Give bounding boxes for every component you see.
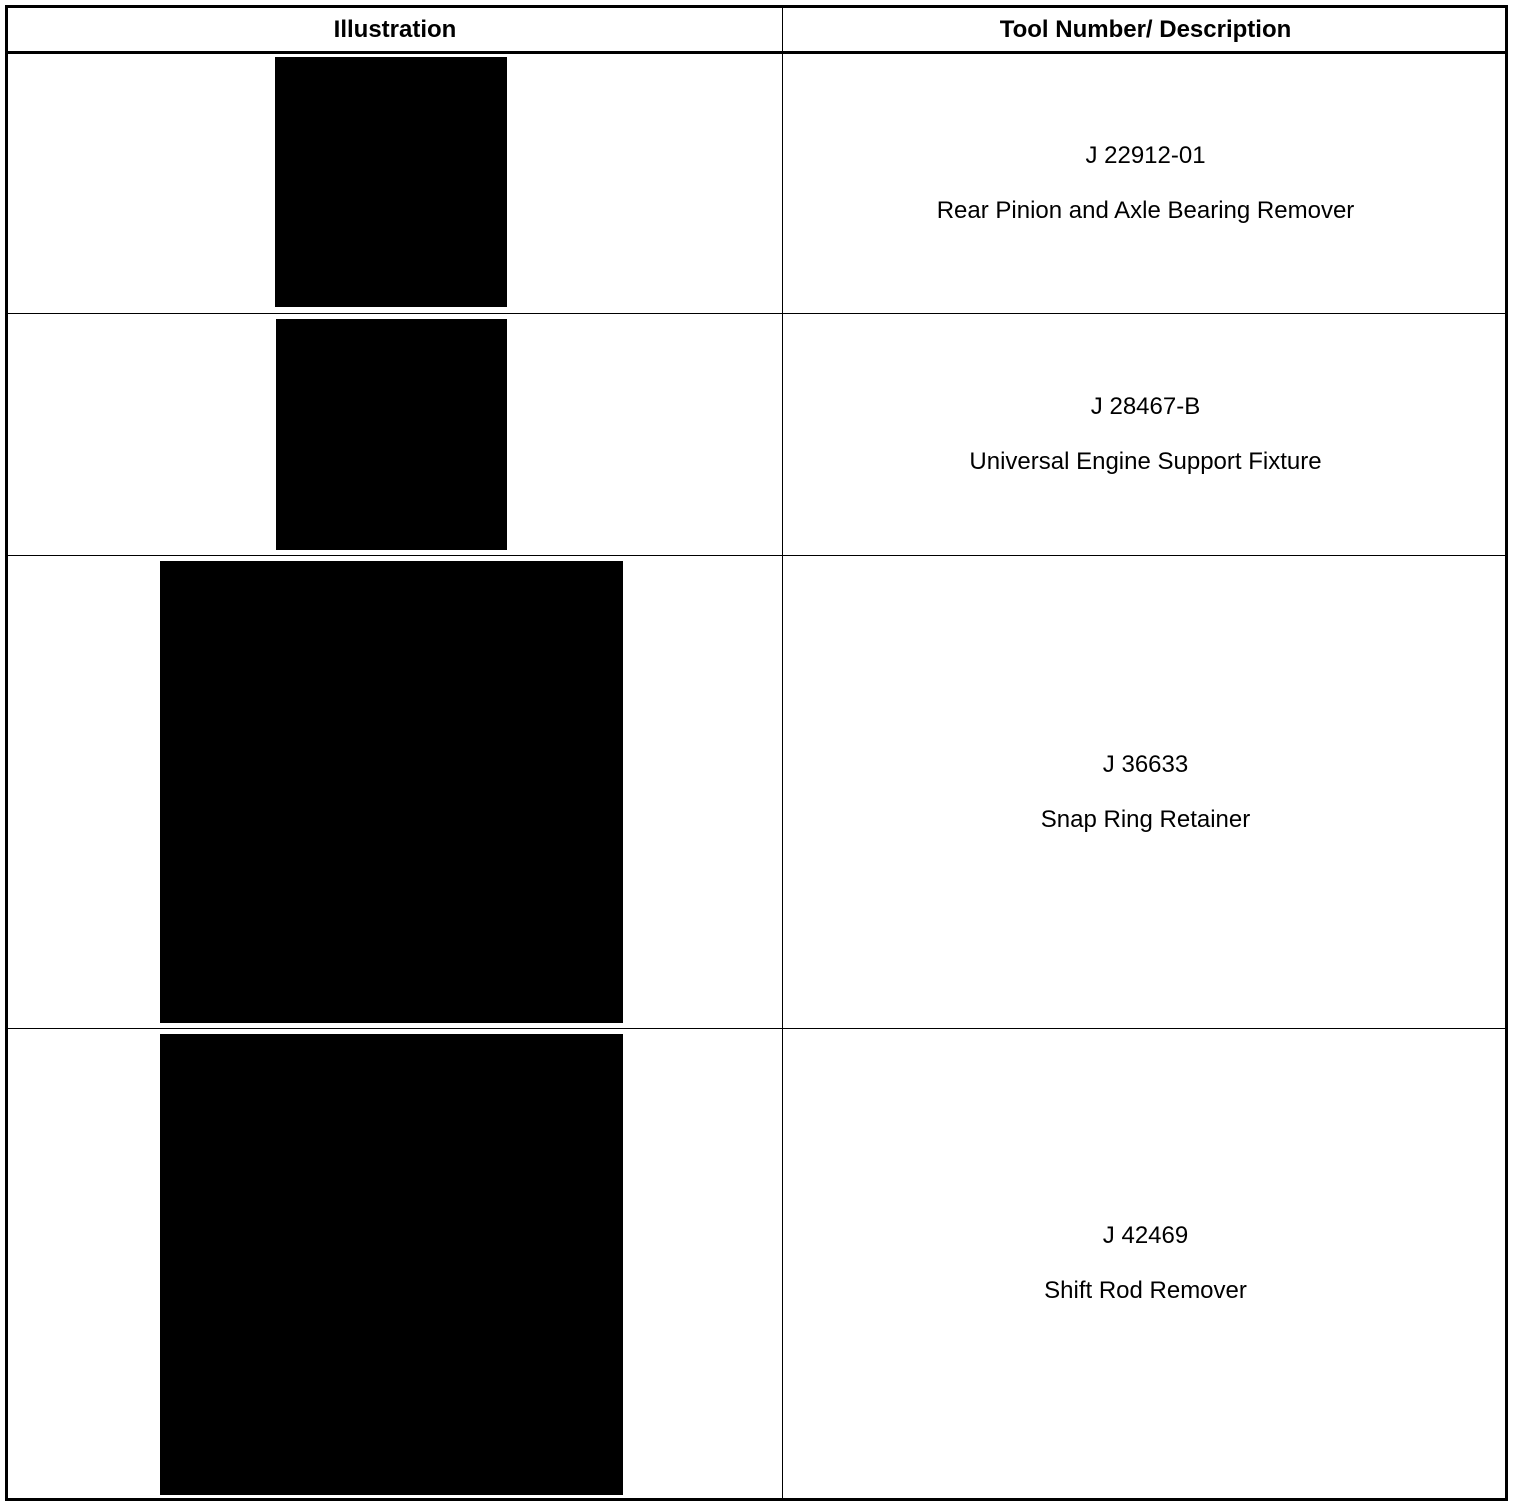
header-illustration: Illustration: [333, 16, 457, 43]
table-row: [8, 1029, 1505, 1498]
tool-number: J 36633: [1102, 750, 1189, 778]
tool-cell: [783, 54, 1508, 313]
header-tool-number-description: Tool Number/ Description: [999, 16, 1292, 43]
tool-illustration-image: [276, 319, 507, 550]
tool-illustration-image: [160, 561, 623, 1023]
tool-description: Snap Ring Retainer: [1040, 805, 1251, 833]
table-row: [8, 314, 1505, 556]
tool-illustration-image: [275, 57, 507, 307]
table-row: [8, 556, 1505, 1029]
special-tools-table: [5, 5, 1508, 1501]
tool-number: J 22912-01: [1085, 142, 1206, 169]
tool-cell: [783, 314, 1508, 555]
tool-description: Universal Engine Support Fixture: [969, 448, 1322, 475]
tool-cell: [783, 556, 1508, 1028]
tool-description: Rear Pinion and Axle Bearing Remover: [936, 197, 1355, 224]
table-row: [8, 54, 1505, 314]
tool-cell: [783, 1029, 1508, 1498]
tool-description: Shift Rod Remover: [1044, 1277, 1247, 1304]
tool-number: J 28467-B: [1090, 393, 1201, 420]
tool-number: J 42469: [1102, 1222, 1189, 1249]
tool-illustration-image: [160, 1034, 623, 1495]
table-header-row: [8, 8, 1505, 54]
